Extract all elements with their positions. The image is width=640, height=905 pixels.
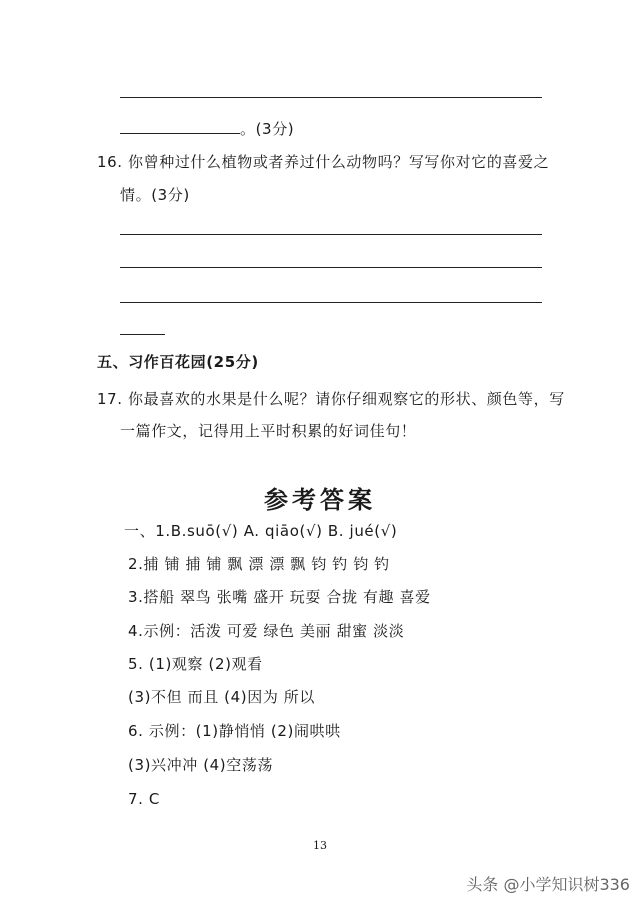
answer-line-short	[120, 334, 165, 335]
answer-line	[120, 267, 542, 268]
q17-text-line2: 一篇作文，记得用上平时积累的好词佳句！	[120, 422, 417, 440]
answer-line	[120, 97, 542, 98]
q16-text-line2: 情。(3分)	[120, 186, 190, 204]
q17-text-line1: 17. 你最喜欢的水果是什么呢？请你仔细观察它的形状、颜色等，写	[97, 390, 565, 408]
section-5-heading: 五、习作百花园(25分)	[97, 353, 259, 371]
answer-line-short	[120, 133, 240, 134]
answer-5a: 5. (1)观察 (2)观看	[128, 655, 263, 673]
watermark: 头条 @小学知识树336	[466, 875, 630, 894]
q15-points: 。(3分)	[240, 120, 295, 138]
answer-7: 7. C	[128, 790, 160, 808]
answer-5b: (3)不但 而且 (4)因为 所以	[128, 688, 316, 706]
answer-2: 2.捕 铺 捕 铺 飘 漂 漂 飘 钧 钓 钧 钓	[128, 555, 390, 573]
answer-3: 3.搭船 翠鸟 张嘴 盛开 玩耍 合拢 有趣 喜爱	[128, 588, 431, 606]
answer-6a: 6. 示例：(1)静悄悄 (2)闹哄哄	[128, 722, 341, 740]
page-number: 13	[313, 839, 327, 852]
q16-text-line1: 16. 你曾种过什么植物或者养过什么动物吗？写写你对它的喜爱之	[97, 153, 550, 171]
answers-heading: 参考答案	[264, 485, 376, 514]
answer-line	[120, 234, 542, 235]
answer-4: 4.示例：活泼 可爱 绿色 美丽 甜蜜 淡淡	[128, 622, 405, 640]
answer-line	[120, 302, 542, 303]
answer-6b: (3)兴冲冲 (4)空荡荡	[128, 756, 274, 774]
answer-1: 一、1.B.suō(√) A. qiāo(√) B. jué(√)	[124, 522, 398, 540]
